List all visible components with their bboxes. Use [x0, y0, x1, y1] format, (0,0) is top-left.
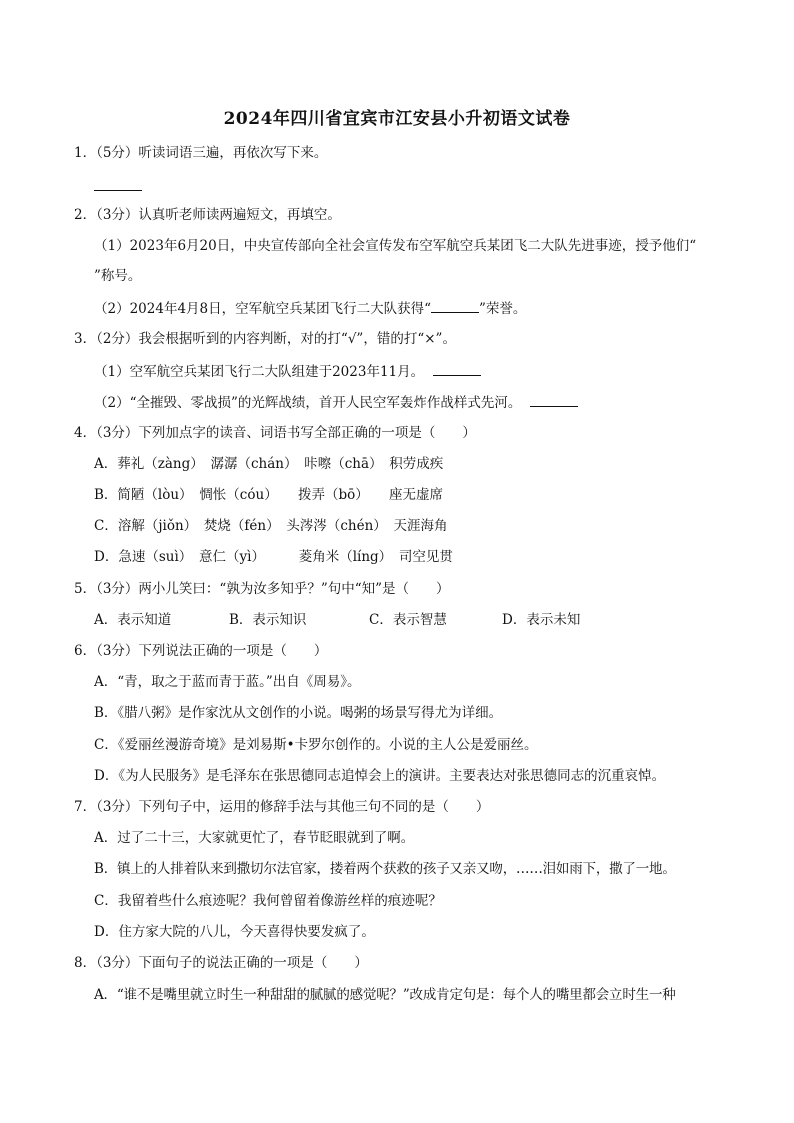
question-3-stem: 3．（2分）我会根据听到的内容判断，对的打“√”，错的打“×”。 — [74, 331, 456, 347]
question-2-sub-2 — [94, 298, 526, 318]
question-6-option-d[interactable]: D．《为人民服务》是毛泽东在张思德同志追悼会上的演讲。主要表达对张思德同志的沉重哀悼。 — [94, 768, 666, 784]
question-4-option-a[interactable]: A．葬礼（zàng） 潺潺（chán） 咔嚓（chā） 积劳成疾 — [94, 456, 444, 472]
question-6-option-b[interactable]: B．《腊八粥》是作家沈从文创作的小说。喝粥的场景写得尤为详细。 — [94, 705, 503, 721]
question-5-option-a[interactable]: A．表示知道 — [94, 612, 172, 628]
question-2-sub-2-text: （2）2024年4月8日，空军航空兵某团飞行二大队获得“ — [94, 301, 432, 317]
question-4-option-b[interactable]: B．简陋（lòu） 惆怅（cóu） 拨弄（bō） 座无虚席 — [94, 487, 443, 503]
question-5-option-c[interactable]: C．表示智慧 — [369, 612, 447, 628]
question-3-sub-2-text: （2）“全摧毁、零战损”的光辉战绩，首开人民空军轰炸作战样式先河。 — [94, 395, 522, 411]
question-2-stem: 2．（3分）认真听老师读两遍短文，再填空。 — [74, 207, 341, 223]
question-3-sub-1 — [94, 361, 481, 381]
question-7-option-d[interactable]: D．住方家大院的八儿，今天喜得快要发疯了。 — [94, 924, 375, 940]
answer-blank[interactable] — [530, 392, 578, 407]
question-5-option-d[interactable]: D．表示未知 — [502, 612, 581, 628]
question-6-stem: 6．（3分）下列说法正确的一项是（ ） — [74, 643, 328, 659]
question-4-stem: 4．（3分）下列加点字的读音、词语书写全部正确的一项是（ ） — [74, 425, 476, 441]
question-2-sub-1-end: ”称号。 — [94, 268, 142, 284]
question-8-option-a[interactable]: A．“谁不是嘴里就立时生一种甜甜的腻腻的感觉呢？”改成肯定句是：每个人的嘴里都会立时生一种 — [94, 987, 676, 1003]
question-4-option-d[interactable]: D．急速（suì） 意仁（yì） 菱角米（líng） 司空见贯 — [94, 549, 453, 565]
question-6-option-c[interactable]: C．《爱丽丝漫游奇境》是刘易斯•卡罗尔创作的。小说的主人公是爱丽丝。 — [94, 737, 538, 753]
question-4-option-c[interactable]: C．溶解（jiǒn） 焚烧（fén） 头涔涔（chén） 天涯海角 — [94, 518, 448, 534]
question-2-sub-1: （1）2023年6月20日，中央宣传部向全社会宣传发布空军航空兵某团飞二大队先进事迹，授予他们“ — [94, 238, 697, 254]
question-7-stem: 7．（3分）下列句子中，运用的修辞手法与其他三句不同的是（ ） — [74, 799, 490, 815]
exam-title: 2024年四川省宜宾市江安县小升初语文试卷 — [223, 109, 571, 129]
question-3-sub-1-text: （1）空军航空兵某团飞行二大队组建于2023年11月。 — [94, 364, 425, 380]
answer-blank[interactable] — [94, 176, 142, 191]
question-8-stem: 8．（3分）下面句子的说法正确的一项是（ ） — [74, 955, 368, 971]
question-7-option-b[interactable]: B．镇上的人排着队来到撒切尔法官家，搂着两个获救的孩子又亲又吻，……泪如雨下，撒了一地。 — [94, 861, 676, 877]
question-5-stem: 5．（3分）两小儿笑曰：“孰为汝多知乎？”句中“知”是（ ） — [74, 581, 450, 597]
question-1-answer-blank[interactable] — [94, 176, 142, 196]
question-7-option-a[interactable]: A．过了二十三，大家就更忙了，春节眨眼就到了啊。 — [94, 830, 415, 846]
question-7-option-c[interactable]: C．我留着些什么痕迹呢？我何曾留着像游丝样的痕迹呢？ — [94, 893, 442, 909]
question-2-sub-2-end: ”荣誉。 — [479, 301, 527, 317]
question-5-option-b[interactable]: B．表示知识 — [229, 612, 307, 628]
answer-blank[interactable] — [431, 298, 479, 313]
answer-blank[interactable] — [433, 361, 481, 376]
question-3-sub-2 — [94, 392, 578, 412]
question-6-option-a[interactable]: A．“青，取之于蓝而青于蓝。”出自《周易》。 — [94, 674, 361, 690]
question-1-stem: 1．（5分）听读词语三遍，再依次写下来。 — [74, 145, 328, 161]
question-2-sub-1-continued — [94, 267, 141, 285]
